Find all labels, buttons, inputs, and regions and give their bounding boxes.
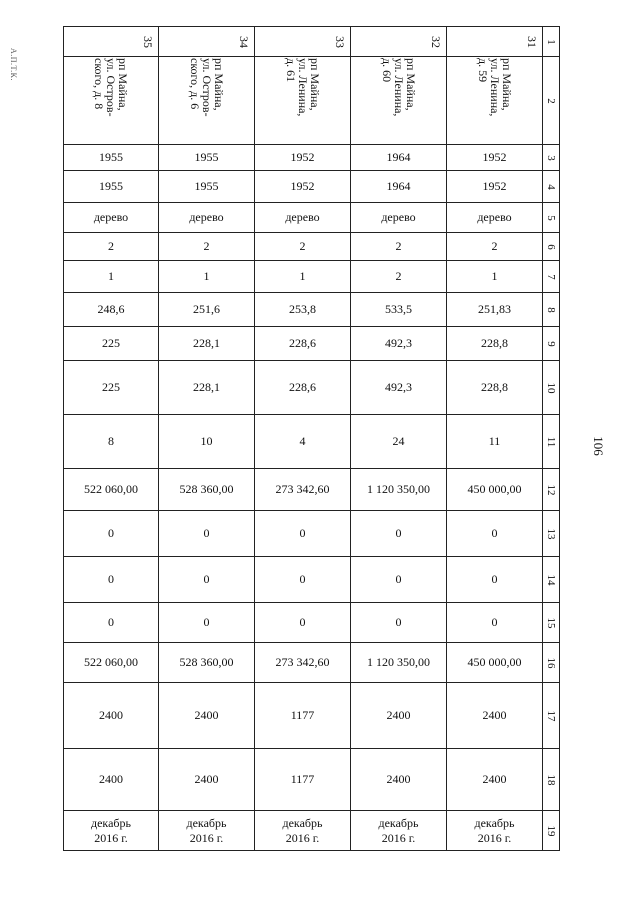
- value-cell: [351, 415, 447, 469]
- table-row: [64, 643, 560, 683]
- row-number: 11: [545, 436, 557, 447]
- cell-value: 10: [200, 434, 213, 448]
- cell-value: 0: [299, 572, 306, 586]
- value-cell: [64, 293, 159, 327]
- value-cell: [255, 361, 351, 415]
- value-cell: [351, 171, 447, 203]
- value-cell: [351, 327, 447, 361]
- value-cell: [351, 749, 447, 811]
- value-cell: [64, 233, 159, 261]
- value-cell: [351, 811, 447, 851]
- row-number: 9: [545, 340, 557, 347]
- cell-value: 8: [108, 434, 114, 448]
- cell-value: 2: [395, 239, 402, 253]
- cell-value: дерево: [93, 210, 129, 224]
- cell-value: 522 060,00: [84, 655, 138, 669]
- value-cell: [447, 233, 543, 261]
- cell-value: 1: [299, 269, 306, 283]
- value-cell: [159, 603, 255, 643]
- row-number-cell: [543, 261, 560, 293]
- cell-value: 528 360,00: [179, 655, 234, 669]
- value-cell: [255, 811, 351, 851]
- cell-value: 228,6: [289, 380, 316, 394]
- cell-value: 1955: [99, 179, 123, 193]
- cell-value: декабрь 2016 г.: [282, 815, 323, 845]
- cell-value: декабрь 2016 г.: [91, 815, 131, 845]
- table-row: [64, 811, 560, 851]
- cell-value: 2400: [194, 708, 219, 722]
- value-cell: [447, 261, 543, 293]
- row-number: 12: [545, 484, 557, 495]
- value-cell: [159, 261, 255, 293]
- value-cell: [351, 511, 447, 557]
- cell-value: 248,6: [97, 302, 125, 316]
- table-row: [64, 683, 560, 749]
- value-cell: [64, 749, 159, 811]
- value-cell: [159, 415, 255, 469]
- cell-value: 0: [299, 615, 306, 629]
- cell-value: 24: [392, 434, 405, 448]
- value-cell: [447, 603, 543, 643]
- cell-value: 1955: [194, 179, 219, 193]
- row-number: 13: [545, 528, 557, 539]
- address-cell: [351, 57, 447, 145]
- value-cell: [64, 361, 159, 415]
- table-row: [64, 261, 560, 293]
- cell-value: 1952: [290, 179, 315, 193]
- cell-value: 251,6: [193, 302, 220, 316]
- value-cell: [351, 361, 447, 415]
- cell-value: 273 342,60: [275, 655, 330, 669]
- value-cell: [159, 511, 255, 557]
- cell-value: 1 120 350,00: [367, 482, 430, 496]
- row-number: 1: [545, 38, 557, 45]
- table-row: [64, 233, 560, 261]
- value-cell: [447, 511, 543, 557]
- cell-value: 1955: [99, 150, 123, 164]
- column-number-cell: [64, 27, 159, 57]
- cell-value: декабрь 2016 г.: [474, 815, 515, 845]
- cell-value: 2: [203, 239, 210, 253]
- column-number: 35: [141, 36, 155, 48]
- row-number: 3: [545, 154, 557, 161]
- row-number-cell: [543, 469, 560, 511]
- cell-value: 228,6: [289, 336, 316, 350]
- cell-value: 1177: [290, 708, 315, 722]
- cell-value: 228,1: [193, 336, 220, 350]
- column-number-cell: [447, 27, 543, 57]
- cell-value: 228,8: [481, 336, 508, 350]
- row-number-cell: [543, 361, 560, 415]
- address-cell: [64, 57, 159, 145]
- cell-value: дерево: [285, 210, 320, 224]
- cell-value: 1: [203, 269, 210, 283]
- cell-value: 0: [395, 572, 402, 586]
- page-number: 106: [590, 436, 606, 456]
- cell-value: 0: [491, 572, 498, 586]
- cell-value: 0: [108, 572, 114, 586]
- cell-value: 11: [488, 434, 501, 448]
- row-number: 5: [545, 214, 557, 221]
- row-number: 2: [545, 97, 557, 104]
- row-number-cell: [543, 171, 560, 203]
- cell-value: 492,3: [385, 336, 412, 350]
- cell-value: 0: [203, 615, 210, 629]
- cell-value: 450 000,00: [467, 655, 522, 669]
- table-row: [64, 469, 560, 511]
- value-cell: [159, 203, 255, 233]
- cell-value: 2: [299, 239, 306, 253]
- cell-value: 1952: [482, 150, 507, 164]
- cell-value: 1964: [386, 179, 411, 193]
- value-cell: [159, 811, 255, 851]
- value-cell: [159, 361, 255, 415]
- cell-value: дерево: [381, 210, 416, 224]
- table-row: [64, 511, 560, 557]
- value-cell: [255, 643, 351, 683]
- cell-value: 1964: [386, 150, 411, 164]
- row-number-cell: [543, 415, 560, 469]
- row-number: 15: [545, 617, 557, 628]
- housing-table: [63, 26, 560, 851]
- row-number-cell: [543, 557, 560, 603]
- value-cell: [447, 811, 543, 851]
- value-cell: [447, 171, 543, 203]
- cell-value: 1955: [194, 150, 219, 164]
- row-number: 19: [545, 825, 557, 836]
- value-cell: [351, 293, 447, 327]
- table-row: [64, 415, 560, 469]
- value-cell: [255, 233, 351, 261]
- row-number: 17: [545, 710, 557, 721]
- row-number: 14: [545, 574, 557, 585]
- row-number: 4: [545, 183, 557, 190]
- row-number-cell: [543, 511, 560, 557]
- value-cell: [447, 749, 543, 811]
- address-text: рп Майна, ул. Ленина, д. 61: [283, 57, 322, 116]
- row-number: 7: [545, 273, 557, 280]
- cell-value: 0: [203, 526, 210, 540]
- value-cell: [159, 293, 255, 327]
- address-text: рп Майна, ул. Ленина, д. 59: [475, 57, 514, 116]
- cell-value: 1: [108, 269, 114, 283]
- column-number: 34: [237, 36, 251, 48]
- column-number: 33: [333, 36, 347, 48]
- value-cell: [255, 293, 351, 327]
- value-cell: [351, 203, 447, 233]
- row-number: 6: [545, 243, 557, 250]
- value-cell: [351, 557, 447, 603]
- address-cell: [255, 57, 351, 145]
- cell-value: 1952: [482, 179, 507, 193]
- cell-value: 2400: [386, 708, 411, 722]
- table-row: [64, 171, 560, 203]
- cell-value: 2400: [386, 772, 411, 786]
- value-cell: [159, 171, 255, 203]
- cell-value: 0: [299, 526, 306, 540]
- value-cell: [447, 327, 543, 361]
- value-cell: [64, 327, 159, 361]
- address-cell: [159, 57, 255, 145]
- row-number: 8: [545, 306, 557, 313]
- value-cell: [351, 643, 447, 683]
- value-cell: [159, 643, 255, 683]
- address-text: рп Майна, ул. Ленина, д. 60: [379, 57, 418, 116]
- value-cell: [447, 361, 543, 415]
- table-row: [64, 749, 560, 811]
- value-cell: [255, 749, 351, 811]
- value-cell: [447, 469, 543, 511]
- cell-value: 2400: [99, 708, 123, 722]
- value-cell: [64, 683, 159, 749]
- cell-value: декабрь 2016 г.: [378, 815, 419, 845]
- value-cell: [255, 557, 351, 603]
- cell-value: 2: [395, 269, 402, 283]
- table-row: [64, 327, 560, 361]
- address-text: рп Майна, ул. Остров- ского, д. 8: [92, 57, 130, 117]
- value-cell: [64, 145, 159, 171]
- cell-value: 1952: [290, 150, 315, 164]
- row-number-cell: [543, 683, 560, 749]
- table-row: [64, 293, 560, 327]
- column-number-cell: [351, 27, 447, 57]
- cell-value: 2400: [194, 772, 219, 786]
- cell-value: 2400: [482, 708, 507, 722]
- value-cell: [447, 203, 543, 233]
- column-number: 32: [429, 36, 443, 48]
- value-cell: [255, 145, 351, 171]
- value-cell: [447, 415, 543, 469]
- row-number-cell: [543, 233, 560, 261]
- cell-value: 0: [395, 615, 402, 629]
- cell-value: 251,83: [478, 302, 511, 316]
- value-cell: [351, 603, 447, 643]
- value-cell: [447, 643, 543, 683]
- table-row: [64, 603, 560, 643]
- cell-value: 2: [491, 239, 498, 253]
- cell-value: 528 360,00: [179, 482, 234, 496]
- value-cell: [447, 557, 543, 603]
- table-row: [64, 57, 560, 145]
- cell-value: 1177: [290, 772, 315, 786]
- row-number-cell: [543, 811, 560, 851]
- cell-value: дерево: [477, 210, 512, 224]
- cell-value: 253,8: [289, 302, 316, 316]
- row-number-cell: [543, 603, 560, 643]
- value-cell: [64, 469, 159, 511]
- value-cell: [255, 415, 351, 469]
- cell-value: 0: [491, 526, 498, 540]
- cell-value: 0: [108, 526, 114, 540]
- value-cell: [159, 145, 255, 171]
- cell-value: 2400: [99, 772, 123, 786]
- row-number-cell: [543, 145, 560, 171]
- cell-value: 533,5: [385, 302, 412, 316]
- value-cell: [255, 261, 351, 293]
- row-number: 18: [545, 774, 557, 785]
- value-cell: [351, 145, 447, 171]
- value-cell: [255, 683, 351, 749]
- table-row: [64, 557, 560, 603]
- cell-value: 2: [108, 239, 114, 253]
- cell-value: 2400: [482, 772, 507, 786]
- corner-mark: А.П.Т.К.: [9, 48, 18, 81]
- row-number-cell: [543, 643, 560, 683]
- cell-value: 228,8: [481, 380, 508, 394]
- address-text: рп Майна, ул. Остров- ского, д. 6: [187, 57, 226, 117]
- value-cell: [351, 261, 447, 293]
- value-cell: [64, 557, 159, 603]
- value-cell: [64, 171, 159, 203]
- value-cell: [64, 261, 159, 293]
- row-number-cell: [543, 27, 560, 57]
- value-cell: [447, 683, 543, 749]
- value-cell: [64, 643, 159, 683]
- cell-value: 1 120 350,00: [367, 655, 430, 669]
- cell-value: 225: [102, 380, 120, 394]
- value-cell: [255, 327, 351, 361]
- cell-value: 1: [491, 269, 498, 283]
- cell-value: 450 000,00: [467, 482, 522, 496]
- value-cell: [64, 811, 159, 851]
- value-cell: [351, 469, 447, 511]
- row-number: 10: [545, 382, 557, 393]
- cell-value: 0: [491, 615, 498, 629]
- cell-value: 225: [102, 336, 120, 350]
- cell-value: дерево: [189, 210, 224, 224]
- cell-value: 522 060,00: [84, 482, 138, 496]
- column-number-cell: [159, 27, 255, 57]
- value-cell: [351, 683, 447, 749]
- value-cell: [64, 511, 159, 557]
- value-cell: [64, 603, 159, 643]
- row-number-cell: [543, 203, 560, 233]
- value-cell: [255, 511, 351, 557]
- cell-value: 228,1: [193, 380, 220, 394]
- value-cell: [447, 145, 543, 171]
- table-row: [64, 145, 560, 171]
- row-number-cell: [543, 327, 560, 361]
- table-row: [64, 361, 560, 415]
- cell-value: 4: [299, 434, 306, 448]
- address-cell: [447, 57, 543, 145]
- value-cell: [159, 327, 255, 361]
- value-cell: [159, 683, 255, 749]
- value-cell: [64, 203, 159, 233]
- table-row: [64, 203, 560, 233]
- column-number-cell: [255, 27, 351, 57]
- value-cell: [255, 203, 351, 233]
- cell-value: 273 342,60: [275, 482, 330, 496]
- value-cell: [159, 749, 255, 811]
- column-number: 31: [525, 36, 539, 48]
- row-number-cell: [543, 293, 560, 327]
- cell-value: 492,3: [385, 380, 412, 394]
- cell-value: декабрь 2016 г.: [186, 815, 227, 845]
- value-cell: [255, 603, 351, 643]
- value-cell: [64, 415, 159, 469]
- value-cell: [159, 469, 255, 511]
- cell-value: 0: [203, 572, 210, 586]
- value-cell: [159, 233, 255, 261]
- value-cell: [159, 557, 255, 603]
- table-row: [64, 27, 560, 57]
- value-cell: [255, 469, 351, 511]
- cell-value: 0: [395, 526, 402, 540]
- value-cell: [351, 233, 447, 261]
- value-cell: [255, 171, 351, 203]
- row-number: 16: [545, 657, 557, 668]
- value-cell: [447, 293, 543, 327]
- row-number-cell: [543, 57, 560, 145]
- cell-value: 0: [108, 615, 114, 629]
- row-number-cell: [543, 749, 560, 811]
